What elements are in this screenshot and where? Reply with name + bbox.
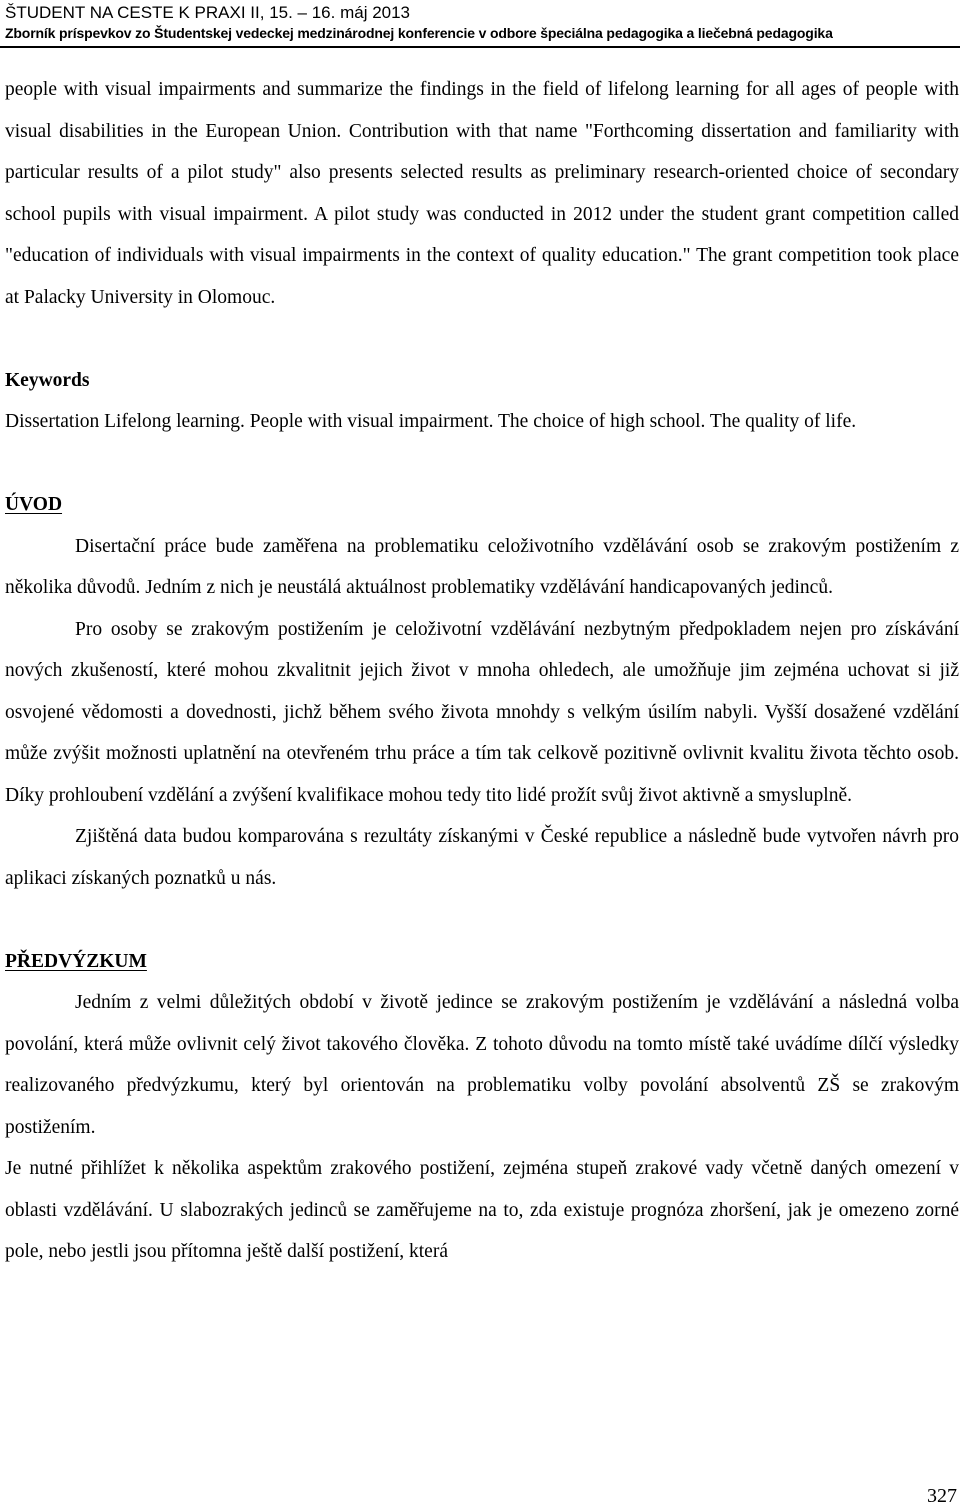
conference-title: ŠTUDENT NA CESTE K PRAXI II, 15. – 16. máj 2013: [5, 3, 411, 22]
keywords-heading: Keywords: [5, 369, 90, 391]
page-number: 327: [927, 1485, 957, 1507]
proceedings-subtitle: Zborník príspevkov zo Študentskej vedeckej medzinárodnej konferencie v odbore špeciálna pedagogika a liečebná pedagogika: [5, 25, 833, 41]
running-header: [5, 3, 955, 43]
abstract-paragraph: people with visual impairments and summarize the findings in the field of lifelong learning for all ages of people with visual disabilities in the European Union. Contribution with that name "Forthcoming dissertation and familiarity with particular results of a pilot study" also presents selected results as preliminary research-oriented choice of secondary school pupils with visual impairment. A pilot study was conducted in 2012 under the student grant competition called "education of individuals with visual impairments in the context of quality education." The grant competition took place at Palacky University in Olomouc.: [5, 79, 959, 308]
section-heading-predvyzkum: PŘEDVÝZKUM: [5, 950, 147, 972]
section-heading-uvod: ÚVOD: [5, 494, 63, 515]
uvod-paragraph-1: Disertační práce bude zaměřena na problematiku celoživotního vzdělávání osob se zrakovým postižením z několika důvodů. Jedním z nich je neustálá aktuálnost problematiky vzdělávání handicapovaných jedinců.: [5, 535, 959, 598]
uvod-paragraph-3: Zjištěná data budou komparována s rezultáty získanými v České republice a následně bude vytvořen návrh pro aplikaci získaných poznatků u nás.: [5, 826, 959, 889]
page-body: [5, 69, 959, 1273]
keywords-text: Dissertation Lifelong learning. People with visual impairment. The choice of high school. The quality of life.: [5, 411, 857, 432]
predvyzkum-paragraph-1: Jedním z velmi důležitých období v životě jedince se zrakovým postižením je vzdělávání a následná volba povolání, která může ovlivnit celý život takového člověka. Z tohoto důvodu na tomto místě také uvádíme dílčí výsledky realizovaného předvýzkumu, který byl orientován na problematiku volby povolání absolventů ZŠ se zrakovým postižením.: [5, 992, 959, 1138]
predvyzkum-paragraph-2: Je nutné přihlížet k několika aspektům zrakového postižení, zejména stupeň zrakové vady včetně daných omezení v oblasti vzdělávání. U slabozrakých jedinců se zaměřujeme na to, zda existuje prognóza zhoršení, jak je omezeno zorné pole, nebo jestli jsou přítomna ještě další postižení, která: [5, 1158, 959, 1262]
uvod-paragraph-2: Pro osoby se zrakovým postižením je celoživotní vzdělávání nezbytným předpokladem nejen pro získávání nových zkušeností, které mohou zkvalitnit jejich život v mnoha ohledech, ale umožňuje jim zejména uchovat si již osvojené vědomosti a dovednosti, jichž během svého života mnohdy s velkým úsilím nabyli. Vyšší dosažené vzdělání může zvýšit možnosti uplatnění na otevřeném trhu práce a tím tak celkově pozitivně ovlivnit kvalitu života těchto osob. Díky prohloubení vzdělání a zvýšení kvalifikace mohou tedy tito lidé prožít svůj život aktivně a smysluplně.: [5, 618, 959, 806]
header-divider: [0, 46, 960, 48]
